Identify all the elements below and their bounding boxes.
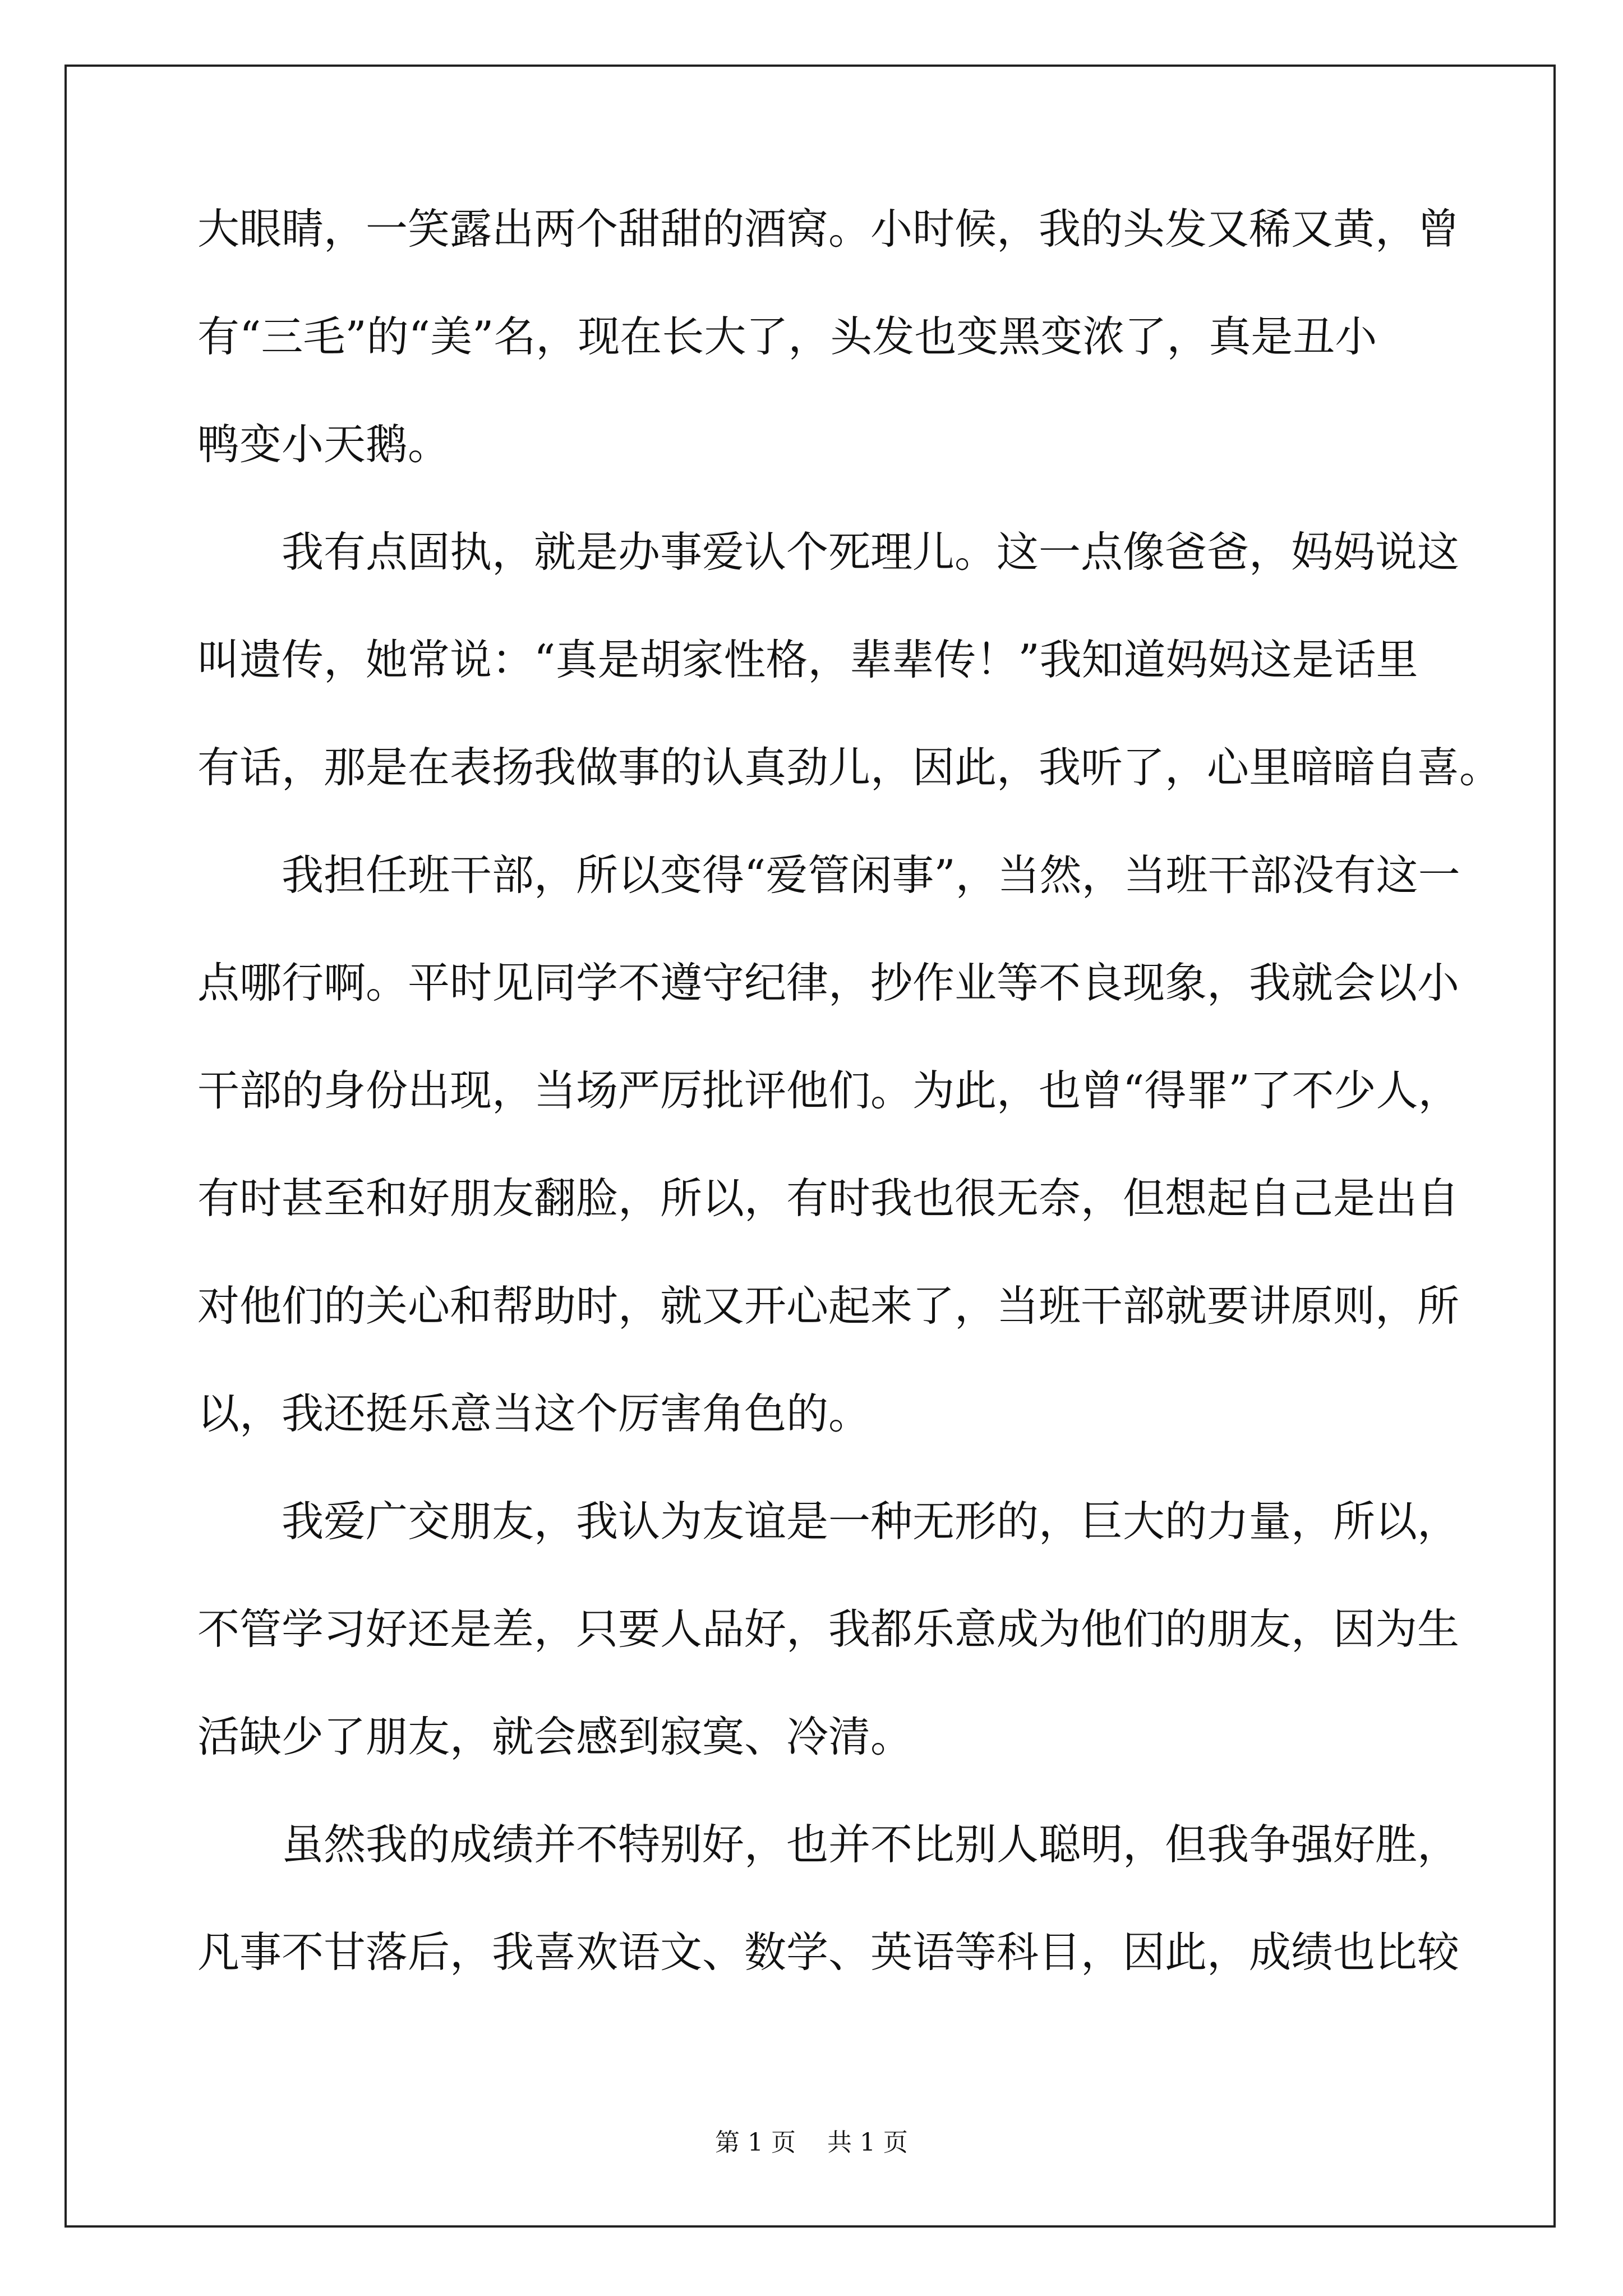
text-line: 鸭变小天鹅。	[197, 420, 450, 469]
document-body	[197, 202, 1502, 2033]
page-number: 第 1 页	[715, 2128, 796, 2157]
footer-spacer	[796, 2128, 827, 2157]
text-line: 我担任班干部，所以变得“爱管闲事”，当然，当班干部没有这一	[282, 850, 1460, 900]
text-line: 对他们的关心和帮助时，就又开心起来了，当班干部就要讲原则，所	[197, 1281, 1460, 1331]
text-line: 有“三毛”的“美”名，现在长大了，头发也变黑变浓了，真是丑小	[197, 312, 1377, 361]
text-line: 有话，那是在表扬我做事的认真劲儿，因此，我听了，心里暗暗自喜。	[197, 743, 1502, 792]
text-line: 干部的身份出现，当场严厉批评他们。为此，也曾“得罪”了不少人，	[197, 1066, 1460, 1115]
page-footer	[0, 2127, 1623, 2159]
text-line: 我爱广交朋友，我认为友谊是一种无形的，巨大的力量，所以，	[282, 1497, 1460, 1546]
text-line: 我有点固执，就是办事爱认个死理儿。这一点像爸爸，妈妈说这	[282, 527, 1460, 577]
text-line: 凡事不甘落后，我喜欢语文、数学、英语等科目，因此，成绩也比较	[197, 1927, 1460, 1977]
page-total: 共 1 页	[827, 2128, 908, 2157]
text-line: 虽然我的成绩并不特别好，也并不比别人聪明，但我争强好胜，	[282, 1820, 1460, 1869]
text-block	[197, 202, 1502, 1979]
text-line: 以，我还挺乐意当这个厉害角色的。	[197, 1389, 871, 1438]
text-line: 活缺少了朋友，就会感到寂寞、冷清。	[197, 1712, 913, 1761]
text-line: 点哪行啊。平时见同学不遵守纪律，抄作业等不良现象，我就会以小	[197, 958, 1460, 1007]
text-line: 不管学习好还是差，只要人品好，我都乐意成为他们的朋友，因为生	[197, 1604, 1460, 1654]
text-line: 叫遗传，她常说：“真是胡家性格，辈辈传！”我知道妈妈这是话里	[197, 635, 1418, 684]
text-line: 大眼睛，一笑露出两个甜甜的酒窝。小时候，我的头发又稀又黄，曾	[197, 204, 1460, 254]
text-line: 有时甚至和好朋友翻脸，所以，有时我也很无奈，但想起自己是出自	[197, 1174, 1460, 1223]
